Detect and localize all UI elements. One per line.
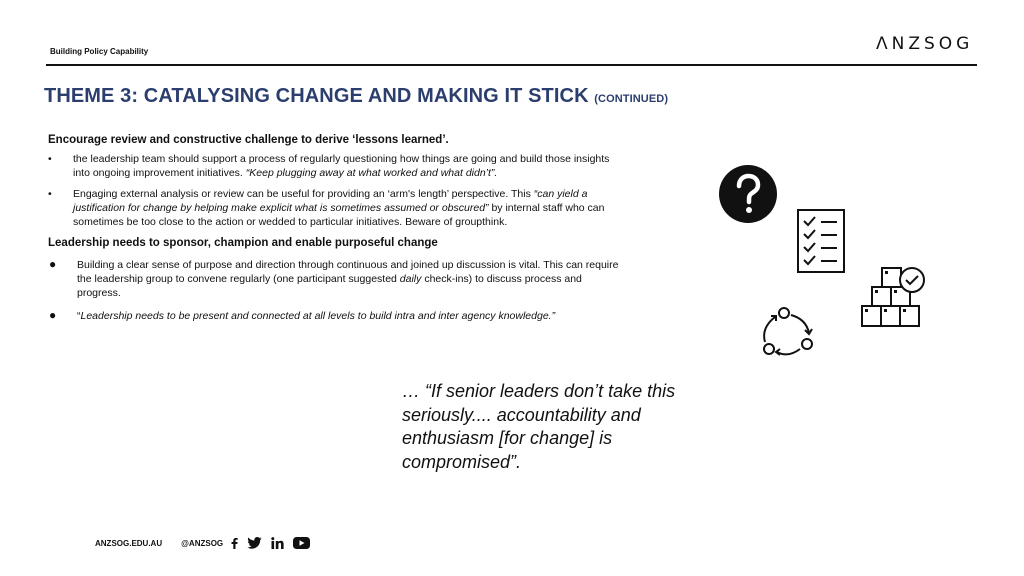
footer bbox=[95, 537, 310, 549]
header-label: Building Policy Capability bbox=[50, 47, 149, 56]
cycle-icon bbox=[760, 306, 816, 358]
title-suffix: (CONTINUED) bbox=[594, 93, 669, 105]
page-title bbox=[44, 85, 668, 108]
checklist-icon bbox=[797, 209, 845, 273]
section1-bullet2-text: Engaging external analysis or review can be useful for providing an ‘arm's length’ perspective. This bbox=[73, 188, 534, 200]
section2-bullet2-open-quote: “ bbox=[77, 310, 81, 322]
youtube-icon[interactable] bbox=[293, 537, 310, 549]
section2-bullet1-italic: daily bbox=[399, 273, 422, 285]
section2-heading: Leadership needs to sponsor, champion and enable purposeful change bbox=[48, 237, 438, 249]
social-links bbox=[231, 537, 310, 549]
section1-heading: Encourage review and constructive challenge to derive ‘lessons learned’. bbox=[48, 134, 449, 146]
question-icon bbox=[718, 164, 778, 224]
anzsog-logo: ΛNZSOG bbox=[876, 34, 974, 54]
footer-website[interactable]: ANZSOG.EDU.AU bbox=[95, 538, 163, 548]
twitter-icon[interactable] bbox=[247, 537, 262, 549]
section2-bullet2-italic: Leadership needs to be present and connected at all levels to build intra and inter agency knowledge.” bbox=[80, 310, 556, 322]
linkedin-icon[interactable] bbox=[271, 537, 284, 549]
header-divider bbox=[46, 64, 977, 66]
section1-bullet2-italic: “can yield a justification for change by helping make explicit what is sometimes assumed or obscured” bbox=[73, 188, 588, 214]
boxes-check-icon bbox=[861, 266, 927, 328]
footer-handle[interactable]: @ANZSOG bbox=[181, 538, 224, 548]
section2-list bbox=[48, 258, 628, 323]
main-content bbox=[48, 133, 628, 332]
facebook-icon[interactable] bbox=[231, 538, 238, 549]
list-item bbox=[48, 187, 628, 229]
list-item bbox=[48, 309, 628, 323]
pull-quote: … “If senior leaders don’t take this seriously.... accountability and enthusiasm [for change] is compromised”. bbox=[402, 381, 676, 472]
section1-bullet1-italic: “Keep plugging away at what worked and what didn’t”. bbox=[245, 167, 498, 179]
list-item bbox=[48, 258, 628, 300]
bullet-mark: ● bbox=[49, 257, 57, 271]
bullet-mark: • bbox=[48, 153, 52, 165]
section2-bullet1-text: Building a clear sense of purpose and direction through continuous and joined up discussion is vital. This can require the leadership group to convene regularly (one participant suggested bbox=[77, 259, 619, 285]
bullet-mark: ● bbox=[49, 308, 57, 322]
section1-list bbox=[48, 152, 628, 229]
bullet-mark: • bbox=[48, 188, 52, 200]
list-item bbox=[48, 152, 628, 180]
section1-bullet2-text-after: by internal staff who can sometimes be too close to the action or wedded to particular initiatives. Beware of groupthink. bbox=[73, 202, 605, 228]
section2-bullet1-text-after: check-ins) to discuss process and progress. bbox=[77, 273, 582, 299]
title-main: THEME 3: CATALYSING CHANGE AND MAKING IT STICK bbox=[44, 85, 589, 107]
section1-bullet1-text: the leadership team should support a process of regularly questioning how things are going and build those insights into ongoing improvement initiatives. bbox=[73, 153, 610, 179]
